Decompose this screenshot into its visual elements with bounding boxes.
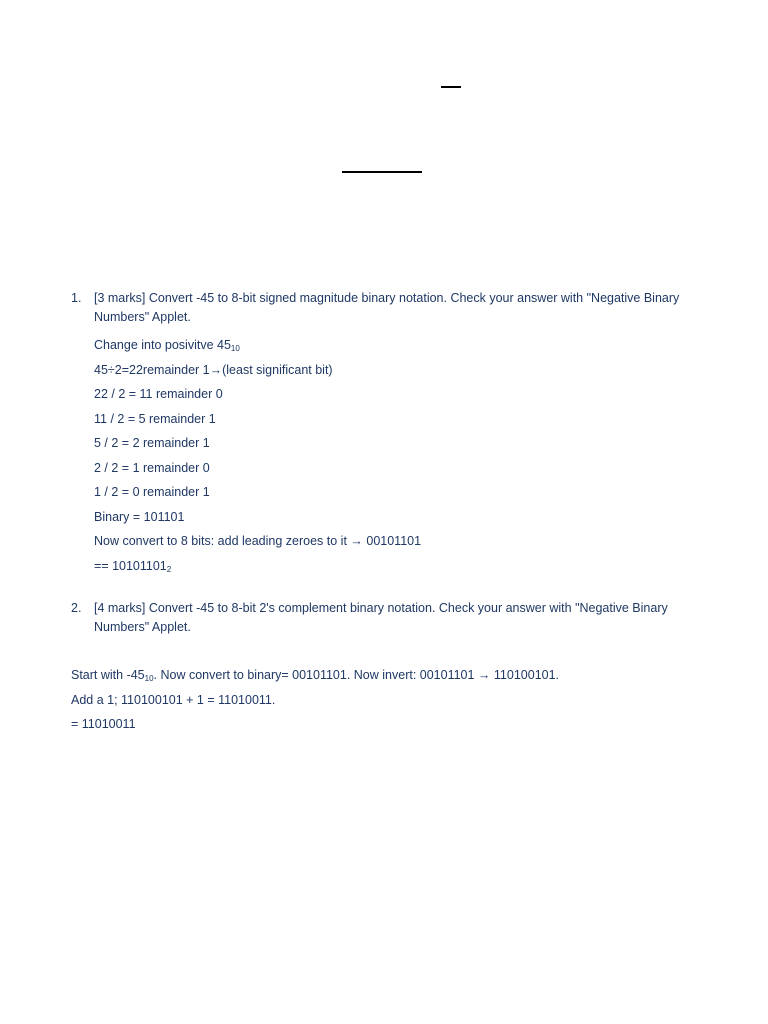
working-line-text: Change into posivitve 45 [94, 338, 231, 352]
base-subscript: 2 [166, 564, 172, 574]
question-number: 2. [71, 601, 82, 615]
question-2-answer [71, 663, 559, 737]
working-line [94, 431, 711, 456]
answer-line: Add a 1; 110100101 + 1 = 11010011. [71, 692, 276, 707]
question-1-working [71, 333, 711, 578]
answer-line [71, 663, 559, 688]
base-subscript: 10 [144, 674, 154, 683]
question-1-header [71, 289, 711, 327]
working-line [94, 382, 711, 407]
working-line [94, 505, 711, 530]
working-line [94, 407, 711, 432]
answer-line: = 11010011 [71, 717, 136, 731]
working-line-text: Now convert to 8 bits: add leading zeroes to it → 00101101 [94, 534, 422, 548]
working-line-text: == 10101101 [94, 558, 167, 573]
question-prompt: [4 marks] Convert -45 to 8-bit 2's complement binary notation. Check your answer with "Negative Binary Numbers" Applet. [94, 601, 668, 634]
working-line-text: 5 / 2 = 2 remainder 1 [94, 436, 210, 450]
working-line-text: 45÷2=22remainder 1→(least significant bit) [94, 362, 333, 377]
question-2 [71, 599, 711, 637]
working-line-text: Binary = 101101 [94, 509, 185, 524]
title-underline-short [441, 86, 461, 88]
question-number: 1. [71, 291, 82, 305]
question-2-header [71, 599, 711, 637]
working-line [94, 480, 711, 505]
base-subscript: 10 [230, 344, 240, 353]
answer-text: Start with -45 [71, 668, 145, 682]
question-prompt: [3 marks] Convert -45 to 8-bit signed magnitude binary notation. Check your answer with "Negative Binary Numbers" Applet. [94, 291, 680, 324]
answer-text: . Now convert to binary= 00101101. Now invert: 00101101 → 110100101. [153, 668, 560, 682]
title-underline-long [342, 171, 422, 173]
working-line [94, 333, 711, 358]
question-1 [71, 289, 711, 578]
working-line [94, 456, 711, 481]
working-line [94, 358, 711, 383]
working-line [94, 529, 711, 554]
working-line-text: 22 / 2 = 11 remainder 0 [94, 387, 223, 401]
working-line [94, 554, 711, 579]
working-line-text: 1 / 2 = 0 remainder 1 [94, 485, 210, 499]
working-line-text: 2 / 2 = 1 remainder 0 [94, 460, 210, 475]
working-line-text: 11 / 2 = 5 remainder 1 [94, 411, 216, 426]
